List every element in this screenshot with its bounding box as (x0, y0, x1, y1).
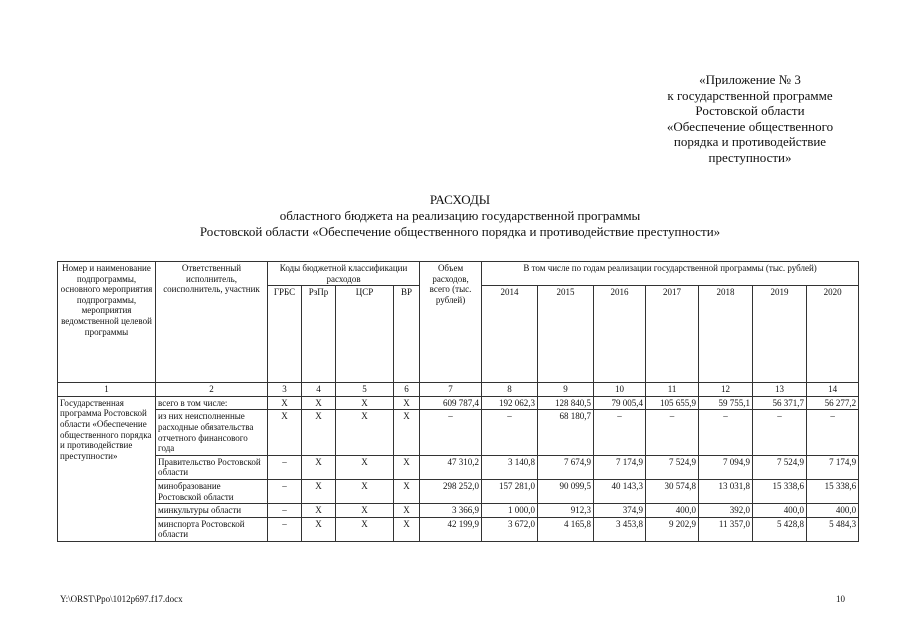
cell-total: 47 310,2 (420, 455, 482, 479)
header-rzpr: РзПр (302, 286, 336, 383)
cell-year: – (646, 410, 699, 455)
cell-year: 56 277,2 (807, 396, 859, 410)
cell-vr: Х (394, 455, 420, 479)
cell-year: 3 140,8 (482, 455, 538, 479)
row-executor: всего в том числе: (156, 396, 268, 410)
column-number: 7 (420, 383, 482, 397)
row-executor: минспорта Ростовской области (156, 517, 268, 541)
row-executor: Правительство Ростовской области (156, 455, 268, 479)
table-row (58, 410, 859, 455)
table-row (58, 479, 859, 503)
cell-year: 128 840,5 (538, 396, 594, 410)
header-csr: ЦСР (336, 286, 394, 383)
cell-total: 3 366,9 (420, 504, 482, 518)
column-number: 2 (156, 383, 268, 397)
cell-year: 400,0 (646, 504, 699, 518)
cell-year: 3 672,0 (482, 517, 538, 541)
cell-year: 192 062,3 (482, 396, 538, 410)
cell-year: – (594, 410, 646, 455)
column-number: 8 (482, 383, 538, 397)
cell-csr: Х (336, 479, 394, 503)
cell-year: 30 574,8 (646, 479, 699, 503)
header-vr: ВР (394, 286, 420, 383)
appendix-line: преступности» (708, 149, 792, 165)
column-number: 12 (699, 383, 753, 397)
header-executor: Ответственный исполнитель, соисполнитель, участник (156, 262, 268, 383)
cell-rzpr: Х (302, 504, 336, 518)
column-number: 1 (58, 383, 156, 397)
cell-grbs: – (268, 517, 302, 541)
title-line-2: областного бюджета на реализацию государственной программы (279, 208, 641, 223)
cell-csr: Х (336, 410, 394, 455)
header-year: 2014 (482, 286, 538, 383)
cell-year: 4 165,8 (538, 517, 594, 541)
appendix-line: порядка и противодействие (673, 134, 827, 150)
column-number: 10 (594, 383, 646, 397)
cell-vr: Х (394, 504, 420, 518)
cell-year: 7 174,9 (594, 455, 646, 479)
cell-year: 374,9 (594, 504, 646, 518)
header-total: Объем расходов, всего (тыс. рублей) (420, 262, 482, 383)
cell-grbs: Х (268, 410, 302, 455)
cell-csr: Х (336, 517, 394, 541)
cell-year: 79 005,4 (594, 396, 646, 410)
table-row (58, 504, 859, 518)
header-year: 2020 (807, 286, 859, 383)
cell-rzpr: Х (302, 479, 336, 503)
cell-year: 392,0 (699, 504, 753, 518)
cell-year: – (807, 410, 859, 455)
cell-year: 11 357,0 (699, 517, 753, 541)
cell-year: 400,0 (807, 504, 859, 518)
cell-year: 13 031,8 (699, 479, 753, 503)
cell-year: 912,3 (538, 504, 594, 518)
header-row-1 (58, 262, 859, 286)
cell-year: 7 524,9 (753, 455, 807, 479)
cell-rzpr: Х (302, 396, 336, 410)
cell-total: 42 199,9 (420, 517, 482, 541)
header-year: 2015 (538, 286, 594, 383)
title-line-3: Ростовской области «Обеспечение общественного порядка и противодействие преступности» (199, 224, 721, 239)
column-number: 11 (646, 383, 699, 397)
page-number: 10 (836, 594, 845, 604)
cell-year: 7 524,9 (646, 455, 699, 479)
cell-rzpr: Х (302, 410, 336, 455)
column-number: 4 (302, 383, 336, 397)
table-row (58, 396, 859, 410)
cell-year: 56 371,7 (753, 396, 807, 410)
cell-year: 59 755,1 (699, 396, 753, 410)
header-year: 2018 (699, 286, 753, 383)
cell-csr: Х (336, 396, 394, 410)
header-grbs: ГРБС (268, 286, 302, 383)
cell-rzpr: Х (302, 517, 336, 541)
cell-vr: Х (394, 479, 420, 503)
document-title (80, 192, 840, 240)
cell-csr: Х (336, 504, 394, 518)
cell-year: 90 099,5 (538, 479, 594, 503)
appendix-line: «Приложение № 3 (699, 72, 801, 87)
cell-year: 3 453,8 (594, 517, 646, 541)
row-executor: из них неисполненные расходные обязательства отчетного финансового года (156, 410, 268, 455)
cell-grbs: – (268, 504, 302, 518)
cell-year: – (482, 410, 538, 455)
column-number: 14 (807, 383, 859, 397)
cell-grbs: Х (268, 396, 302, 410)
appendix-line: «Обеспечение общественного (666, 118, 834, 134)
cell-year: 157 281,0 (482, 479, 538, 503)
cell-total: 609 787,4 (420, 396, 482, 410)
cell-grbs: – (268, 479, 302, 503)
cell-vr: Х (394, 517, 420, 541)
expenses-table (57, 261, 859, 542)
cell-year: 5 484,3 (807, 517, 859, 541)
header-year: 2017 (646, 286, 699, 383)
cell-year: 1 000,0 (482, 504, 538, 518)
title-line-1: РАСХОДЫ (429, 192, 491, 207)
footer-file-path: Y:\ORST\Ppo\1012p697.f17.docx (60, 594, 183, 604)
cell-year: 5 428,8 (753, 517, 807, 541)
cell-rzpr: Х (302, 455, 336, 479)
cell-grbs: – (268, 455, 302, 479)
cell-year: – (753, 410, 807, 455)
cell-total: 298 252,0 (420, 479, 482, 503)
row-executor: минкультуры области (156, 504, 268, 518)
column-number: 13 (753, 383, 807, 397)
cell-year: 15 338,6 (753, 479, 807, 503)
header-codes: Коды бюджетной классификации расходов (268, 262, 420, 286)
column-number: 9 (538, 383, 594, 397)
table-row (58, 517, 859, 541)
cell-year: 15 338,6 (807, 479, 859, 503)
cell-csr: Х (336, 455, 394, 479)
cell-year: 105 655,9 (646, 396, 699, 410)
column-numbers-row (58, 383, 859, 397)
cell-year: 400,0 (753, 504, 807, 518)
table-row (58, 455, 859, 479)
column-number: 5 (336, 383, 394, 397)
program-name: Государственная программа Ростовской области «Обеспечение общественного порядка и противодействие преступности» (58, 396, 156, 541)
cell-year: 9 202,9 (646, 517, 699, 541)
header-name: Номер и наименование подпрограммы, основного мероприятия подпрограммы, мероприятия ведомственной целевой программы (58, 262, 156, 383)
cell-year: 68 180,7 (538, 410, 594, 455)
column-number: 3 (268, 383, 302, 397)
appendix-line: Ростовской области (695, 103, 805, 119)
cell-year: 7 674,9 (538, 455, 594, 479)
cell-year: 40 143,3 (594, 479, 646, 503)
cell-year: – (699, 410, 753, 455)
cell-total: – (420, 410, 482, 455)
cell-year: 7 174,9 (807, 455, 859, 479)
appendix-header (600, 72, 900, 166)
header-year: 2016 (594, 286, 646, 383)
column-number: 6 (394, 383, 420, 397)
header-year: 2019 (753, 286, 807, 383)
row-executor: минобразование Ростовской области (156, 479, 268, 503)
cell-vr: Х (394, 396, 420, 410)
header-years-group: В том числе по годам реализации государственной программы (тыс. рублей) (482, 262, 859, 286)
cell-year: 7 094,9 (699, 455, 753, 479)
cell-vr: Х (394, 410, 420, 455)
appendix-line: к государственной программе (667, 87, 833, 103)
